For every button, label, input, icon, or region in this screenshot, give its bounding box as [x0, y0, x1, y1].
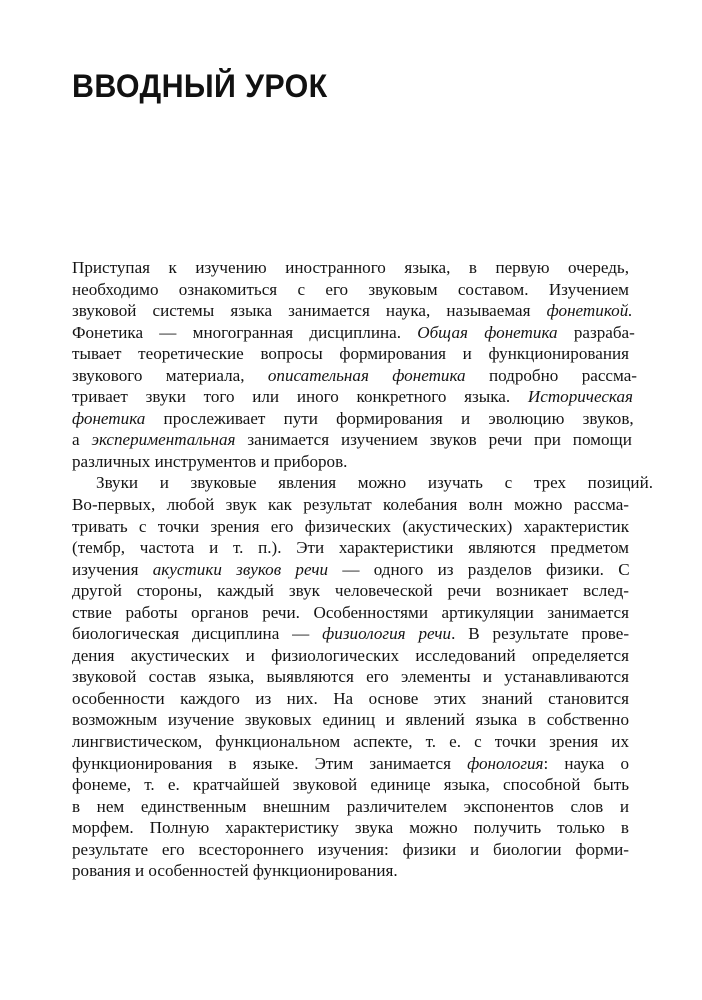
text-line [72, 300, 633, 322]
text-run: другой стороны, каждый звук человеческой речи возникает вслед- [72, 581, 629, 601]
emphasized-term: акустики звуков речи [152, 559, 329, 579]
text-line [72, 451, 629, 473]
text-run: Во-первых, любой звук как результат колебания волн можно рассма- [72, 495, 629, 515]
text-line [72, 623, 629, 645]
text-run: в нем единственным внешним различителем экспонентов слов и [72, 796, 629, 816]
page-title: ВВОДНЫЙ УРОК [72, 68, 328, 105]
paragraph [72, 257, 637, 472]
text-line [72, 666, 629, 688]
text-run: лингвистическом, функциональном аспекте, т. е. с точки зрения их [72, 732, 629, 752]
text-run: тривает звуки того или иного конкретного языка. [72, 387, 528, 407]
text-line [72, 559, 629, 581]
text-run: Приступая к изучению иностранного языка, в первую очередь, [72, 258, 629, 277]
emphasized-term: Общая фонетика [417, 322, 558, 342]
text-run: прослеживает пути формирования и эволюцию звуков, [145, 408, 634, 428]
paragraph [72, 472, 653, 881]
text-line [72, 774, 629, 796]
text-line [72, 860, 629, 882]
text-line [72, 408, 634, 430]
text-line [72, 322, 635, 344]
text-run: разраба- [557, 322, 635, 342]
text-run: биологическая дисциплина — [72, 624, 323, 644]
text-line [72, 796, 629, 818]
text-line [72, 429, 632, 451]
text-run: возможным изучение звуковых единиц и явлений языка в собственно [72, 710, 629, 730]
emphasized-term: фонетика [72, 408, 146, 428]
text-run: тривать с точки зрения его физических (акустических) характеристик [72, 516, 629, 536]
text-run: ствие работы органов речи. Особенностями артикуляции занимается [72, 602, 629, 622]
text-run: подробно рассма- [465, 365, 637, 385]
text-line [72, 839, 629, 861]
emphasized-term: описательная фонетика [267, 365, 466, 385]
text-run: а [72, 430, 92, 450]
text-line [72, 365, 637, 387]
text-line [72, 516, 629, 538]
text-line [72, 257, 629, 279]
text-run: функционирования в языке. Этим занимается [72, 753, 468, 773]
text-run: необходимо ознакомиться с его звуковым составом. Изучением [72, 279, 629, 299]
text-run: — одного из разделов физики. С [328, 559, 630, 579]
text-line [72, 537, 629, 559]
text-run: звукового материала, [72, 365, 268, 385]
text-line [72, 343, 629, 365]
text-run: фонеме, т. е. кратчайшей звуковой единице языка, способной быть [72, 775, 629, 795]
text-run: звуковой состав языка, выявляются его элементы и устанавливаются [72, 667, 630, 687]
text-run: Звуки и звуковые явления можно изучать с трех позиций. [96, 473, 653, 493]
emphasized-term: экспериментальная [91, 430, 236, 450]
text-run: рования и особенностей функционирования. [72, 861, 398, 881]
text-run: (тембр, частота и т. п.). Эти характеристики являются предметом [72, 538, 629, 558]
emphasized-term: Историческая [527, 387, 633, 407]
text-line [72, 279, 629, 301]
text-run: дения акустических и физиологических исследований определяется [72, 645, 629, 665]
text-line [72, 386, 633, 408]
text-line [72, 580, 629, 602]
text-line [72, 645, 629, 667]
text-run: особенности каждого из них. На основе этих знаний становится [72, 688, 629, 708]
body-text-block [72, 257, 653, 882]
text-run: Фонетика — многогранная дисциплина. [72, 322, 418, 342]
text-run: . В результате прове- [451, 624, 630, 644]
text-line [72, 817, 629, 839]
text-run: результате его всестороннего изучения: физики и биологии форми- [72, 839, 629, 859]
text-line [72, 688, 629, 710]
text-line [72, 709, 629, 731]
text-run: изучения [72, 559, 153, 579]
emphasized-term: фонология [467, 753, 544, 773]
text-line [72, 602, 629, 624]
text-line [72, 731, 629, 753]
text-line [72, 494, 629, 516]
text-run: тывает теоретические вопросы формирования и функционирования [72, 344, 629, 364]
text-run: различных инструментов и приборов. [72, 451, 348, 471]
text-run: занимается изучением звуков речи при помощи [235, 430, 632, 450]
emphasized-term: физиология речи [322, 624, 452, 644]
emphasized-term: фонетикой. [546, 301, 633, 321]
text-run: : наука о [543, 753, 629, 773]
text-line [72, 472, 653, 494]
text-line [72, 753, 629, 775]
text-run: звуковой системы языка занимается наука, называемая [72, 301, 547, 321]
text-run: морфем. Полную характеристику звука можно получить только в [72, 818, 629, 838]
